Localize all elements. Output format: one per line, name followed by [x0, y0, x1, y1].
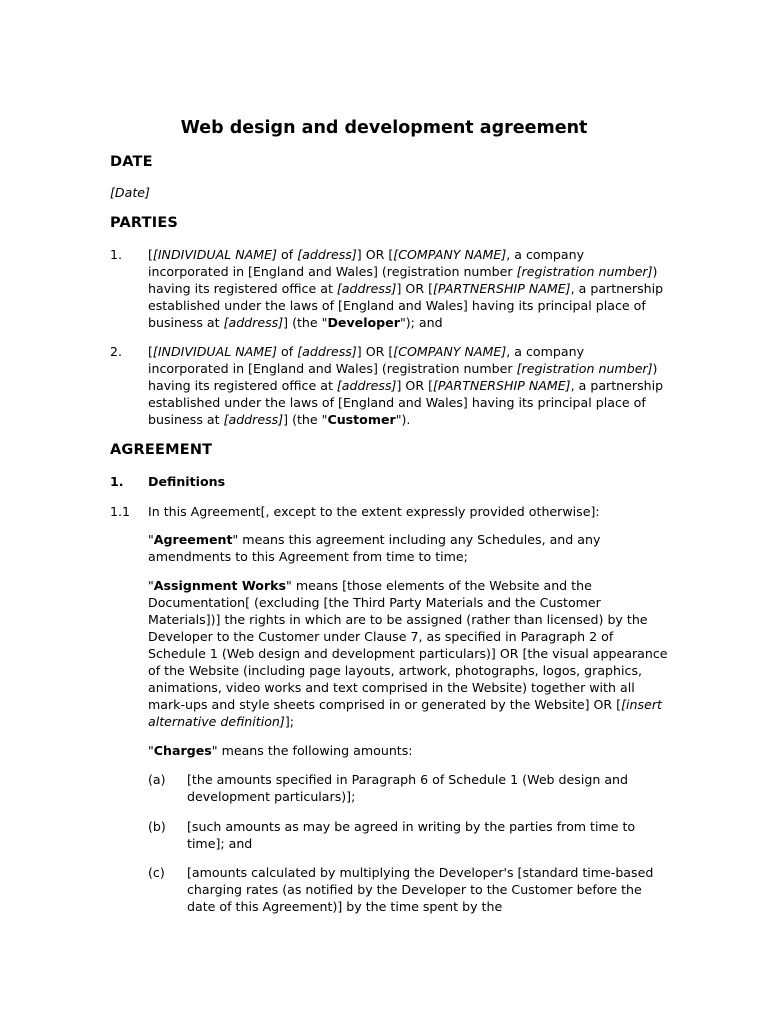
party-description	[148, 246, 668, 331]
placeholder-text: [address]	[336, 281, 397, 296]
placeholder-text: [insert alternative definition]	[148, 697, 662, 729]
text-run: [	[148, 344, 153, 359]
placeholder-text: [INDIVIDUAL NAME]	[152, 247, 278, 262]
text-run: , a company incorporated in [England and Wales] (registration number	[148, 247, 585, 279]
placeholder-text: [INDIVIDUAL NAME]	[152, 344, 278, 359]
text-run: ] OR [	[396, 281, 433, 296]
text-run: "	[148, 743, 154, 758]
text-run: ] OR [	[396, 378, 433, 393]
placeholder-text: [PARTNERSHIP NAME]	[432, 378, 571, 393]
subitem-label: (c)	[148, 865, 165, 880]
text-run: , a company incorporated in [England and Wales] (registration number	[148, 344, 585, 376]
definition-charges	[148, 742, 668, 759]
date-heading: DATE	[110, 154, 153, 170]
placeholder-text: [COMPANY NAME]	[393, 344, 507, 359]
clause-number: 1.1	[110, 504, 131, 519]
party-description	[148, 343, 668, 428]
placeholder-text: [address]	[336, 378, 397, 393]
text-run: " means the following amounts:	[211, 743, 413, 758]
party-number: 1.	[110, 247, 123, 262]
text-run: "); and	[399, 315, 443, 330]
text-run: of	[277, 247, 298, 262]
text-run: " means [those elements of the Website and the Documentation[ (excluding [the Third Party Materials and the Customer Materials])] the rights in which are to be assigned (rather than licensed) by the Developer to the Customer under Clause 7, as specified in Paragraph 2 of Schedule 1 (Web design and development particulars)] OR [the visual appearance of the Website (including page layouts, artwork, photographs, logos, graphics, animations, video works and text comprised in the Website) together with all mark-ups and style sheets comprised in or generated by the Website] OR [	[148, 578, 668, 712]
text-run: ] OR [	[356, 247, 394, 262]
subitem-label: (b)	[148, 819, 166, 834]
subitem-text: [the amounts specified in Paragraph 6 of Schedule 1 (Web design and development particulars)];	[187, 772, 629, 804]
text-run: "	[148, 578, 154, 593]
section-title: Definitions	[148, 474, 226, 489]
text-run: " means this agreement including any Schedules, and any amendments to this Agreement from time to time;	[148, 532, 601, 564]
defined-term: Customer	[327, 412, 396, 427]
text-run: ) having its registered office at	[148, 264, 658, 296]
parties-heading: PARTIES	[110, 215, 179, 231]
section-number: 1.	[110, 474, 124, 489]
definition-agreement	[148, 531, 668, 565]
party-number: 2.	[110, 344, 123, 359]
defined-term: Assignment Works	[153, 578, 287, 593]
text-run: of	[277, 344, 298, 359]
text-run: "	[148, 532, 154, 547]
placeholder-text: [PARTNERSHIP NAME]	[432, 281, 571, 296]
clause-text: In this Agreement[, except to the extent expressly provided otherwise]:	[148, 504, 600, 519]
text-run: , a partnership established under the laws of [England and Wales] having its principal place of business at	[148, 378, 664, 427]
text-run: ) having its registered office at	[148, 361, 658, 393]
defined-term: Developer	[327, 315, 400, 330]
subitem-text: [amounts calculated by multiplying the Developer's [standard time-based charging rates (as notified by the Developer to the Customer before the date of this Agreement)] by the time spent by the	[187, 865, 654, 914]
text-run: ];	[284, 714, 294, 729]
subitem-text: [such amounts as may be agreed in writing by the parties from time to time]; and	[187, 819, 636, 851]
placeholder-text: [address]	[223, 412, 284, 427]
text-run: ").	[395, 412, 411, 427]
text-run: [	[148, 247, 153, 262]
defined-term: Agreement	[153, 532, 233, 547]
agreement-heading: AGREEMENT	[110, 442, 213, 458]
document-title: Web design and development agreement	[180, 118, 588, 138]
text-run: ] (the "	[283, 412, 328, 427]
placeholder-text: [address]	[223, 315, 284, 330]
defined-term: Charges	[153, 743, 212, 758]
placeholder-text: [registration number]	[516, 361, 653, 376]
date-value: [Date]	[110, 185, 150, 200]
placeholder-text: [address]	[297, 344, 357, 359]
text-run: ] OR [	[356, 344, 394, 359]
text-run: , a partnership established under the laws of [England and Wales] having its principal place of business at	[148, 281, 664, 330]
text-run: ] (the "	[283, 315, 328, 330]
subitem-label: (a)	[148, 772, 166, 787]
placeholder-text: [registration number]	[516, 264, 653, 279]
placeholder-text: [COMPANY NAME]	[393, 247, 507, 262]
definition-assignment-works	[148, 577, 668, 730]
placeholder-text: [address]	[297, 247, 357, 262]
